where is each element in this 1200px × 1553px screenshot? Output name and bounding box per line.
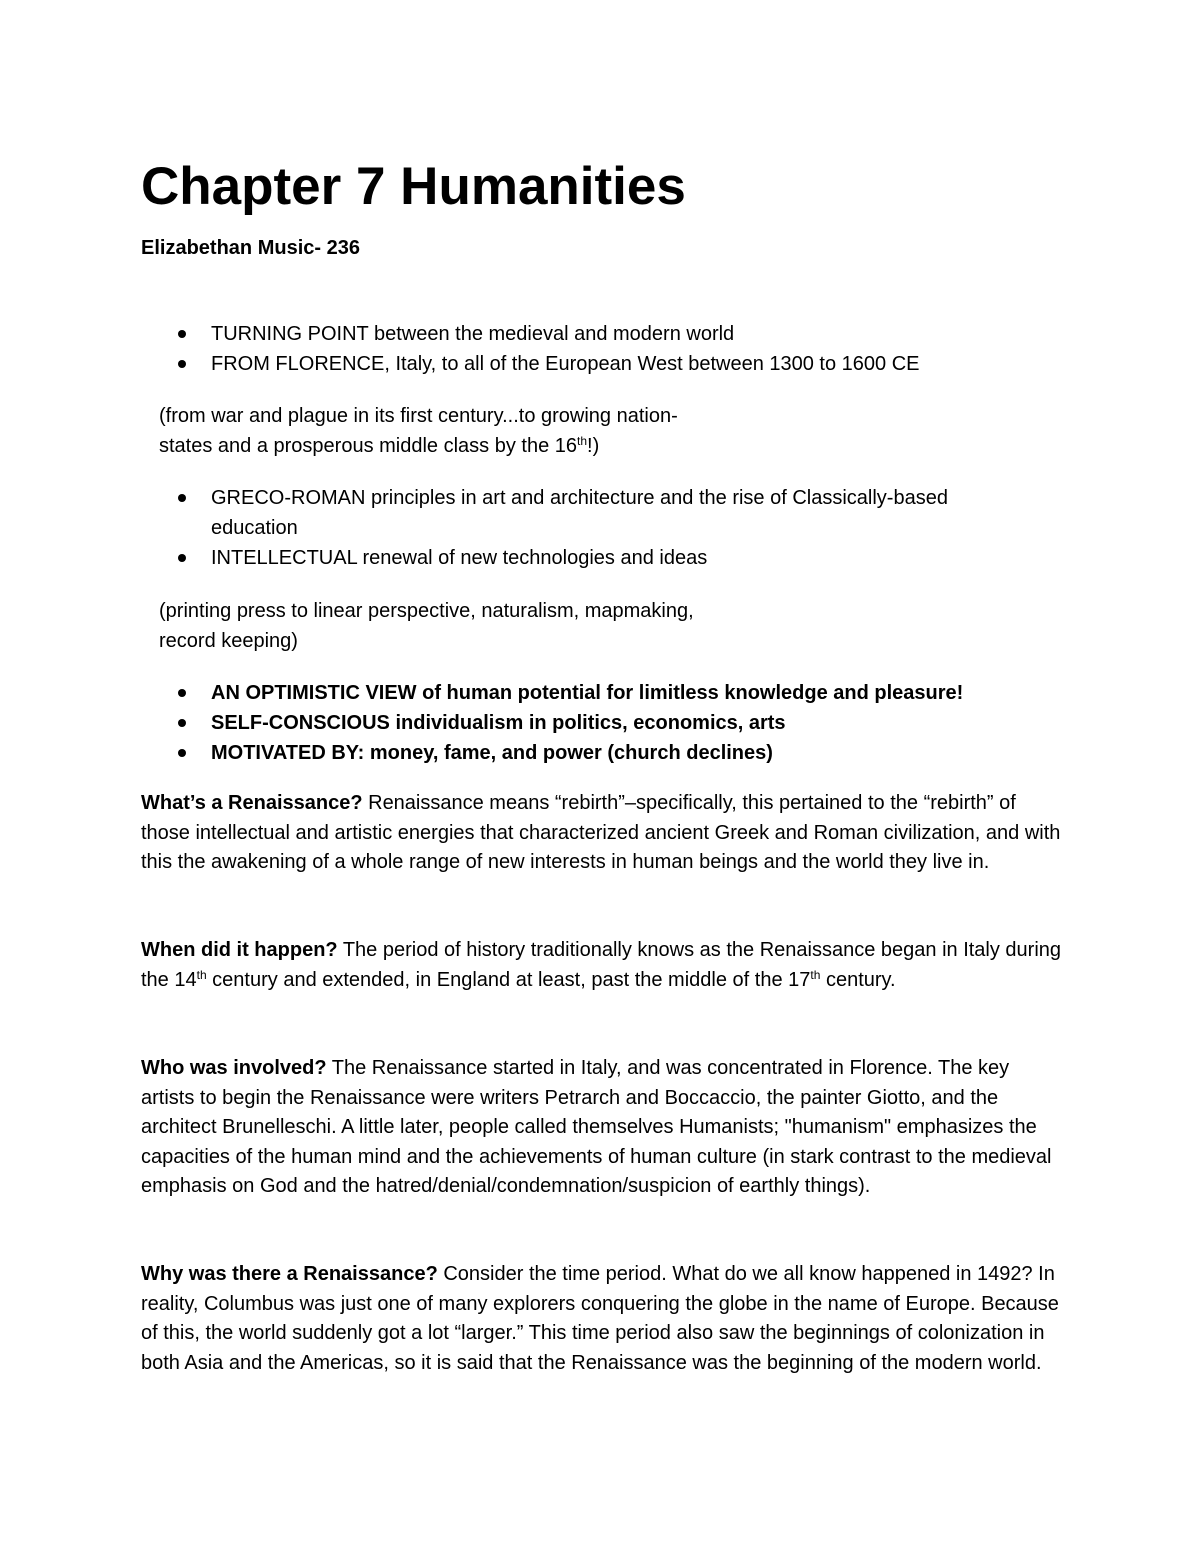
question-heading: Who was involved?: [141, 1057, 327, 1079]
note-line-end: !): [587, 435, 600, 457]
list-item: [141, 483, 1021, 543]
page-title: Chapter 7 Humanities: [141, 157, 686, 216]
list-item-text: INTELLECTUAL renewal of new technologies and ideas: [211, 547, 708, 569]
superscript: th: [196, 967, 207, 982]
answer-text: century.: [820, 968, 896, 991]
paragraph-why: [141, 1260, 1066, 1378]
bullet-icon: [178, 719, 186, 727]
question-heading: When did it happen?: [141, 939, 338, 961]
paragraph-who: [141, 1054, 1066, 1202]
bullet-icon: [178, 330, 186, 338]
list-item-text: SELF-CONSCIOUS individualism in politics, economics, arts: [211, 712, 786, 734]
bullet-list-principles: [141, 483, 1021, 573]
answer-text: The Renaissance started in Italy, and was concentrated in Florence. The key artists to begin the Renaissance were writers Petrarch and Boccaccio, the painter Giotto, and the architect Brunelleschi. A little later, people called themselves Humanists; "humanism" emphasizes the capacities of the human mind and the achievements of human culture (in stark contrast to the medieval emphasis on God and the hatred/denial/condemnation/suspicion of earthly things).: [141, 1057, 1052, 1198]
list-item-text: MOTIVATED BY: money, fame, and power (church declines): [211, 742, 773, 764]
question-heading: Why was there a Renaissance?: [141, 1263, 438, 1285]
bullet-icon: [178, 494, 186, 502]
list-item: [141, 349, 1041, 379]
list-item: [141, 738, 1041, 768]
bullet-icon: [178, 689, 186, 697]
list-item: [141, 319, 1041, 349]
list-item-text: GRECO-ROMAN principles in art and architecture and the rise of Classically-based education: [211, 487, 948, 539]
paragraph-what: [141, 789, 1066, 878]
list-item-text: TURNING POINT between the medieval and modern world: [211, 323, 735, 345]
answer-text: Consider the time period. What do we all know happened in 1492? In reality, Columbus was just one of many explorers conquering the globe in the name of Europe. Because of this, the world suddenly got a lot “larger.” This time period also saw the beginnings of colonization in both Asia and the Americas, so it is said that the Renaissance was the beginning of the modern world.: [141, 1263, 1059, 1374]
bullet-icon: [178, 360, 186, 368]
bullet-icon: [178, 749, 186, 757]
superscript: th: [810, 967, 821, 982]
bullet-icon: [178, 554, 186, 562]
list-item: [141, 543, 1021, 573]
superscript: th: [577, 434, 588, 448]
note-line: (from war and plague in its first century...to growing nation-: [159, 405, 678, 427]
note-printing-press: [159, 596, 799, 656]
question-heading: What’s a Renaissance?: [141, 792, 363, 814]
list-item-text: FROM FLORENCE, Italy, to all of the European West between 1300 to 1600 CE: [211, 353, 920, 375]
bullet-list-values: [141, 678, 1041, 768]
list-item-text: AN OPTIMISTIC VIEW of human potential for limitless knowledge and pleasure!: [211, 682, 964, 704]
list-item: [141, 708, 1041, 738]
page-subtitle: Elizabethan Music- 236: [141, 237, 360, 259]
note-line: states and a prosperous middle class by the 16: [159, 435, 578, 457]
paragraph-when: [141, 936, 1066, 995]
note-war-and-plague: [159, 401, 799, 461]
answer-text: Renaissance means “rebirth”–specifically, this pertained to the “rebirth” of those intellectual and artistic energies that characterized ancient Greek and Roman civilization, and with this the awakening of a whole range of new interests in human beings and the world they live in.: [141, 792, 1061, 874]
note-line: record keeping): [159, 630, 298, 652]
answer-text: century and extended, in England at least, past the middle of the 17: [206, 968, 811, 991]
bullet-list-overview: [141, 319, 1041, 379]
note-line: (printing press to linear perspective, naturalism, mapmaking,: [159, 600, 694, 622]
answer-text: The period of history traditionally knows as the Renaissance began in Italy during the 14: [141, 939, 1062, 991]
list-item: [141, 678, 1041, 708]
